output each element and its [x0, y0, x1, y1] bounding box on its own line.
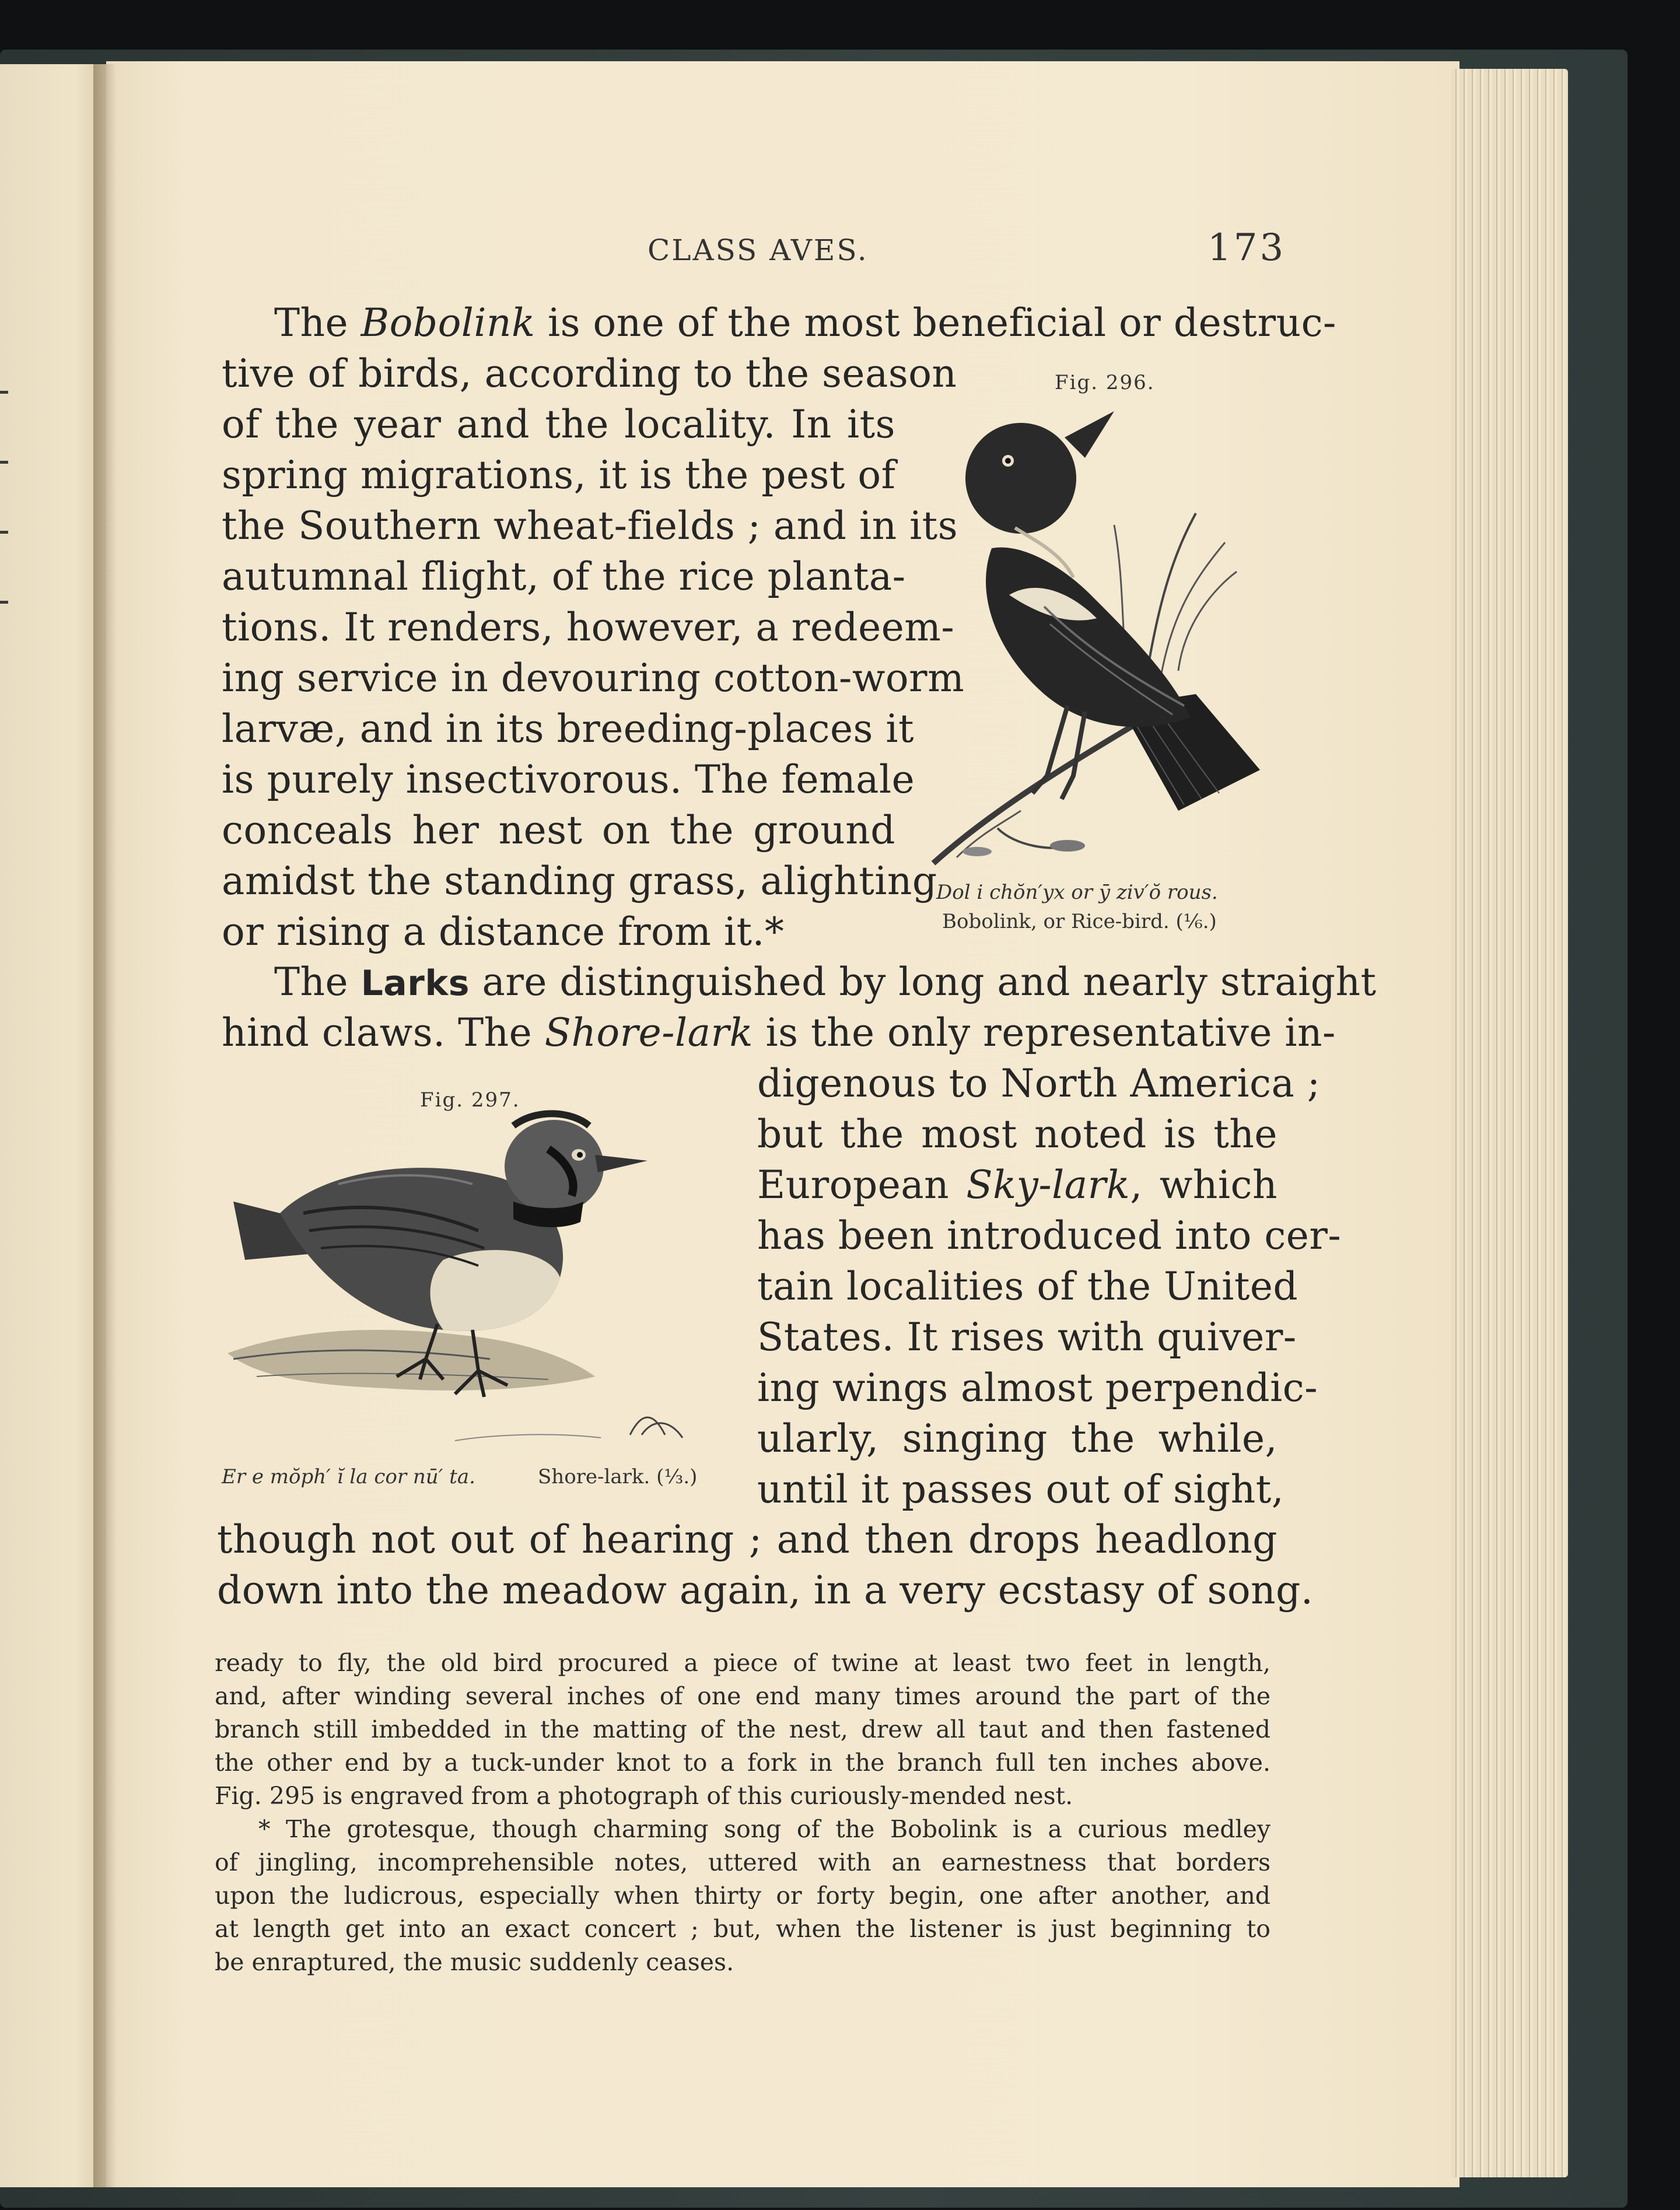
footnote-line: be enraptured, the music suddenly ceases.: [215, 1948, 734, 1976]
footnotes: [215, 1647, 1270, 1979]
text-line: though not out of hearing ; and then drops headlong: [217, 1517, 1278, 1562]
text-line: is purely insectivorous. The female: [222, 757, 915, 802]
figure-297-label: Fig. 297.: [420, 1088, 520, 1112]
text-line: amidst the standing grass, alighting: [222, 859, 937, 903]
bobolink-illustration: [922, 402, 1283, 881]
figure-297-scientific-name: Er e mŏph′ ĭ la cor nū′ ta.: [222, 1465, 475, 1488]
text-line: autumnal flight, of the rice planta-: [222, 554, 906, 599]
sky-lark-italic: Sky-lark: [966, 1162, 1130, 1207]
figure-297-common-name: Shore-lark. (⅓.): [538, 1465, 698, 1488]
text-line: the Southern wheat-fields ; and in its: [222, 503, 958, 548]
footnote-line: Fig. 295 is engraved from a photograph of this curiously-mended nest.: [215, 1782, 1073, 1810]
figure-296-scale: (⅙.): [1175, 910, 1217, 933]
text-line: tions. It renders, however, a redeem-: [222, 605, 955, 650]
bobolink-italic: Bobolink: [360, 300, 536, 345]
text-line: tive of birds, according to the season: [222, 351, 957, 396]
footnote-line: of jingling, incomprehensible notes, uttered with an earnestness that borders: [215, 1848, 1270, 1876]
paragraph-2-column: [757, 1058, 1342, 1515]
larks-bold: Larks: [360, 963, 470, 1004]
left-page-text-fragments: [0, 391, 8, 636]
text-line: European Sky-lark, which: [757, 1162, 1278, 1207]
figure-296-common-name: Bobolink, or Rice-bird. (⅙.): [942, 910, 1217, 933]
shore-lark-italic: Shore-lark: [544, 1010, 754, 1055]
text-line: States. It rises with quiver-: [757, 1315, 1297, 1360]
left-page-edge: [0, 64, 108, 2187]
text-line: larvæ, and in its breeding-places it: [222, 706, 914, 751]
text-line: until it passes out of sight,: [757, 1467, 1284, 1512]
paragraph-1-line-1: The Bobolink is one of the most beneficial or destruc-: [274, 300, 1336, 345]
text-line: but the most noted is the: [757, 1112, 1278, 1157]
text-line: The Larks are distinguished by long and nearly straight: [274, 959, 1377, 1004]
running-head: CLASS AVES.: [648, 233, 869, 267]
figure-296-scientific-name: Dol i chŏn′yx or ȳ ziv′ŏ rous.: [936, 881, 1218, 904]
text-line: ing wings almost perpendic-: [757, 1365, 1318, 1410]
text-line: down into the meadow again, in a very ecstasy of song.: [217, 1568, 1314, 1613]
text-line: of the year and the locality. In its: [222, 402, 895, 447]
footnote-line: and, after winding several inches of one end many times around the part of the: [215, 1682, 1270, 1710]
text-line: spring migrations, it is the pest of: [222, 453, 896, 498]
footnote-line: the other end by a tuck-under knot to a fork in the branch full ten inches above.: [215, 1749, 1270, 1777]
paragraph-1-column: [222, 348, 965, 957]
footnote-line: at length get into an exact concert ; but, when the listener is just beginning to: [215, 1915, 1270, 1943]
footnote-line: branch still imbedded in the matting of the nest, drew all taut and then fastened: [215, 1715, 1270, 1743]
text-line: ing service in devouring cotton-worm: [222, 656, 965, 701]
page-edges: [1451, 69, 1568, 2177]
text-line: hind claws. The Shore-lark is the only representative in-: [222, 1010, 1336, 1055]
text-line: digenous to North America ;: [757, 1061, 1321, 1106]
footnote-line: upon the ludicrous, especially when thirty or forty begin, one after another, and: [215, 1882, 1270, 1910]
paragraph-1: [222, 297, 1336, 348]
figure-296-label: Fig. 296.: [1055, 371, 1155, 394]
text-line: tain localities of the United: [757, 1264, 1298, 1309]
text-line: or rising a distance from it.*: [222, 909, 785, 954]
figure-297-scale: (⅓.): [656, 1465, 698, 1488]
text-line: has been introduced into cer-: [757, 1213, 1342, 1258]
text-line: ularly, singing the while,: [757, 1416, 1278, 1461]
text-line: conceals her nest on the ground: [222, 808, 895, 853]
paragraph-2-tail: [217, 1514, 1314, 1616]
paragraph-2-top: [222, 957, 1377, 1058]
shore-lark-illustration: [222, 1085, 723, 1458]
page-number: 173: [1208, 226, 1286, 269]
footnote-line: * The grotesque, though charming song of the Bobolink is a curious medley: [258, 1815, 1270, 1843]
spine-shadow: [93, 64, 117, 2187]
footnote-line: ready to fly, the old bird procured a piece of twine at least two feet in length,: [215, 1649, 1270, 1677]
